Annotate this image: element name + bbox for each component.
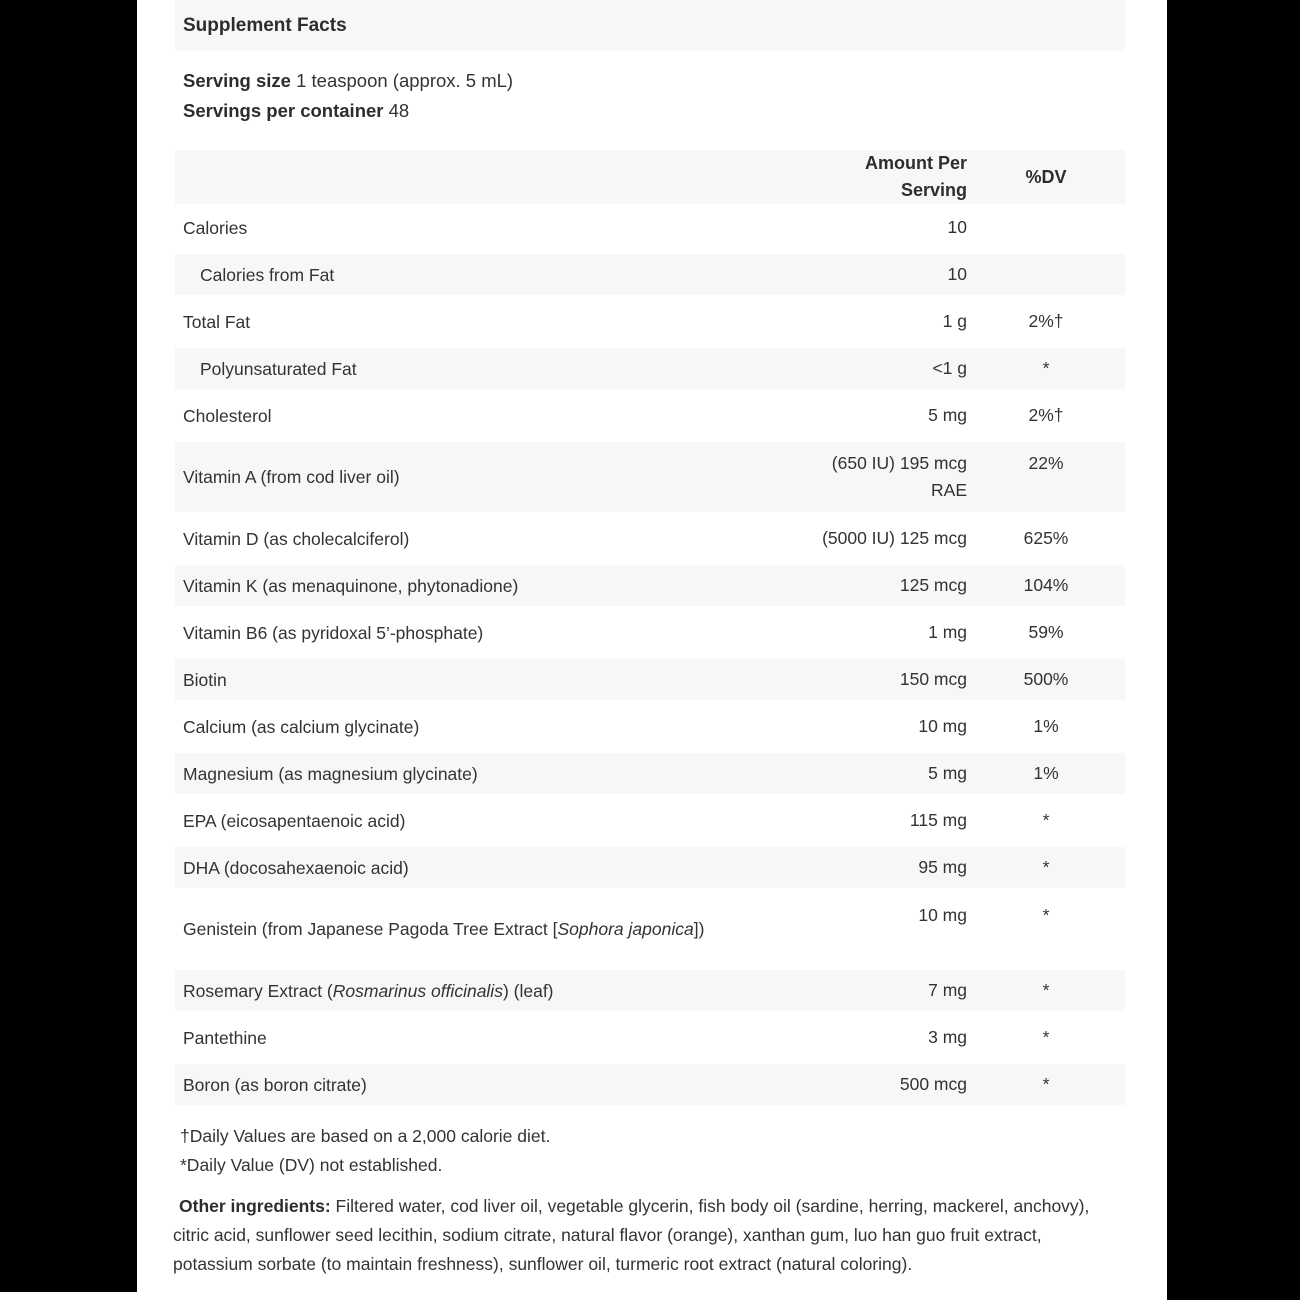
footnotes bbox=[180, 1122, 1125, 1179]
table-row bbox=[175, 750, 1125, 797]
nutrient-name: Calcium (as calcium glycinate) bbox=[183, 716, 420, 737]
serving-size-label: Serving size bbox=[183, 70, 291, 91]
dv-header: %DV bbox=[1025, 166, 1067, 187]
nutrient-amount: 500 mcg bbox=[899, 1074, 967, 1094]
nutrient-name: Calories bbox=[183, 217, 248, 238]
nutrient-dv: * bbox=[1042, 810, 1050, 830]
nutrient-name: Calories from Fat bbox=[200, 264, 335, 285]
other-ingredients bbox=[173, 1192, 1118, 1279]
table-row bbox=[175, 345, 1125, 392]
servings-per-container-line bbox=[183, 96, 1125, 126]
left-black-bar bbox=[0, 0, 137, 1292]
nutrient-dv: * bbox=[1042, 857, 1050, 877]
nutrient-amount: 150 mcg bbox=[899, 669, 967, 689]
table-row bbox=[175, 844, 1125, 891]
panel-title: Supplement Facts bbox=[183, 14, 347, 36]
nutrient-amount: 10 bbox=[947, 217, 967, 237]
table-row bbox=[175, 891, 1125, 967]
table-row bbox=[175, 251, 1125, 298]
table-row bbox=[175, 797, 1125, 844]
right-black-bar bbox=[1167, 0, 1300, 1300]
nutrient-dv: 500% bbox=[1023, 669, 1069, 689]
nutrient-name: Vitamin K (as menaquinone, phytonadione) bbox=[183, 575, 519, 596]
table-row bbox=[175, 515, 1125, 562]
nutrient-name: Total Fat bbox=[183, 311, 251, 332]
nutrient-dv: 625% bbox=[1023, 528, 1069, 548]
nutrient-amount: 10 mg bbox=[918, 716, 967, 736]
nutrient-name: Pantethine bbox=[183, 1027, 267, 1048]
nutrient-amount: 125 mcg bbox=[899, 575, 967, 595]
table-row bbox=[175, 1014, 1125, 1061]
nutrient-dv: 22% bbox=[1028, 453, 1064, 473]
nutrient-amount: (5000 IU) 125 mcg bbox=[822, 528, 967, 548]
table-row bbox=[175, 392, 1125, 439]
nutrient-amount: 10 mg bbox=[918, 905, 967, 925]
nutrient-amount: 5 mg bbox=[928, 405, 967, 425]
nutrient-amount: 3 mg bbox=[928, 1027, 967, 1047]
nutrient-amount: 95 mg bbox=[918, 857, 967, 877]
nutrient-name: Vitamin B6 (as pyridoxal 5’-phosphate) bbox=[183, 622, 484, 643]
nutrient-name: Vitamin D (as cholecalciferol) bbox=[183, 528, 410, 549]
nutrient-name: EPA (eicosapentaenoic acid) bbox=[183, 810, 406, 831]
table-row bbox=[175, 967, 1125, 1014]
table-row bbox=[175, 609, 1125, 656]
table-row bbox=[175, 298, 1125, 345]
nutrient-dv: 1% bbox=[1033, 763, 1059, 783]
nutrient-dv: 104% bbox=[1023, 575, 1069, 595]
nutrient-name: Biotin bbox=[183, 669, 227, 690]
nutrient-name: Genistein (from Japanese Pagoda Tree Extract [Sophora japonica]) bbox=[183, 919, 705, 939]
nutrient-name: Boron (as boron citrate) bbox=[183, 1074, 367, 1095]
nutrient-dv: * bbox=[1042, 905, 1050, 925]
nutrient-amount: 5 mg bbox=[928, 763, 967, 783]
nutrient-dv: * bbox=[1042, 358, 1050, 378]
nutrient-name: Magnesium (as magnesium glycinate) bbox=[183, 763, 478, 784]
nutrient-amount: 1 mg bbox=[928, 622, 967, 642]
facts-table-header-row bbox=[175, 150, 1125, 204]
nutrient-name: Vitamin A (from cod liver oil) bbox=[183, 467, 400, 487]
nutrient-amount: (650 IU) 195 mcg RAE bbox=[831, 453, 967, 500]
nutrient-name: Cholesterol bbox=[183, 405, 272, 426]
daily-values-footnote: †Daily Values are based on a 2,000 calorie diet. bbox=[180, 1126, 551, 1146]
nutrient-dv: * bbox=[1042, 980, 1050, 1000]
amount-per-serving-header: Amount Per Serving bbox=[864, 153, 967, 200]
nutrient-dv: * bbox=[1042, 1074, 1050, 1094]
nutrient-dv: 59% bbox=[1028, 622, 1064, 642]
serving-info bbox=[183, 66, 1125, 126]
table-row bbox=[175, 204, 1125, 251]
nutrient-dv: 2%† bbox=[1028, 405, 1064, 425]
dv-not-established-footnote: *Daily Value (DV) not established. bbox=[180, 1154, 443, 1175]
nutrient-amount: 10 bbox=[947, 264, 967, 284]
nutrient-amount: 7 mg bbox=[928, 980, 967, 1000]
table-row bbox=[175, 562, 1125, 609]
other-ingredients-text: Filtered water, cod liver oil, vegetable glycerin, fish body oil (sardine, herring, mackerel, anchovy), citric acid, sunflower seed lecithin, sodium citrate, natural flavor (orange), xanthan gum, luo han guo fruit extract, potassium sorbate (to maintain freshness), sunflower oil, turmeric root extract (natural coloring). bbox=[173, 1196, 1090, 1274]
facts-table-body bbox=[175, 204, 1125, 1108]
servings-per-container-label: Servings per container bbox=[183, 100, 384, 121]
nutrient-dv: * bbox=[1042, 1027, 1050, 1047]
nutrient-dv: 1% bbox=[1033, 716, 1059, 736]
table-row bbox=[175, 703, 1125, 750]
nutrient-amount: 1 g bbox=[942, 311, 967, 331]
supplement-facts-panel bbox=[137, 0, 1167, 1279]
nutrient-name: DHA (docosahexaenoic acid) bbox=[183, 857, 409, 878]
serving-size-value: 1 teaspoon (approx. 5 mL) bbox=[290, 70, 514, 91]
facts-table bbox=[175, 150, 1125, 1108]
nutrient-dv: 2%† bbox=[1028, 311, 1064, 331]
serving-size-line bbox=[183, 66, 1125, 96]
supplement-facts-header bbox=[175, 0, 1125, 51]
servings-per-container-value: 48 bbox=[383, 100, 410, 121]
table-row bbox=[175, 656, 1125, 703]
table-row bbox=[175, 1061, 1125, 1108]
nutrient-amount: 115 mg bbox=[909, 810, 967, 830]
nutrient-name: Polyunsaturated Fat bbox=[200, 358, 357, 379]
nutrient-name: Rosemary Extract (Rosmarinus officinalis) (leaf) bbox=[183, 980, 554, 1001]
nutrient-amount: <1 g bbox=[932, 358, 967, 378]
other-ingredients-label: Other ingredients: bbox=[179, 1196, 331, 1216]
table-row bbox=[175, 439, 1125, 515]
